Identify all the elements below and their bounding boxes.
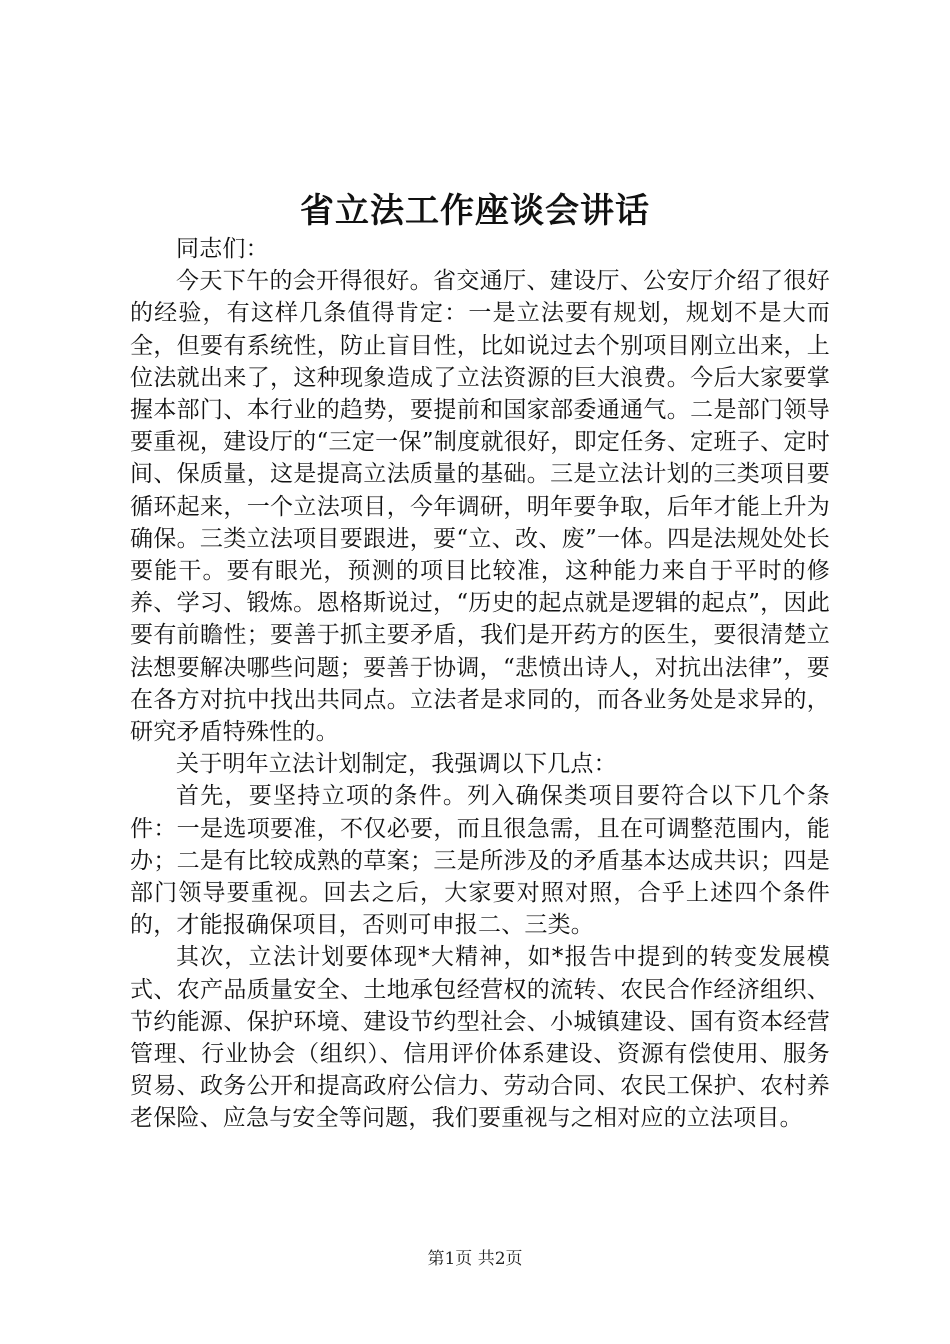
body-paragraph: 今天下午的会开得很好。省交通厅、建设厅、公安厅介绍了很好的经验，有这样几条值得肯定：一是立法要有规划，规划不是大而全，但要有系统性，防止盲目性，比如说过去个别项目刚立出来，上位法就出来了，这种现象造成了立法资源的巨大浪费。今后大家要掌握本部门、本行业的趋势，要提前和国家部委通通气。二是部门领导要重视，建设厅的“三定一保”制度就很好，即定任务、定班子、定时间、保质量，这是提高立法质量的基础。三是立法计划的三类项目要循环起来，一个立法项目，今年调研，明年要争取，后年才能上升为确保。三类立法项目要跟进，要“立、改、废”一体。四是法规处处长要能干。要有眼光，预测的项目比较准，这种能力来自于平时的修养、学习、锻炼。恩格斯说过，“历史的起点就是逻辑的起点”，因此要有前瞻性；要善于抓主要矛盾，我们是开药方的医生，要很清楚立法想要解决哪些问题；要善于协调，“悲愤出诗人，对抗出法律”，要在各方对抗中找出共同点。立法者是求同的，而各业务处是求异的，研究矛盾特殊性的。 — [130, 268, 830, 746]
page-number-footer: 第1页 共2页 — [427, 1249, 523, 1269]
salutation-paragraph: 同志们： — [176, 236, 269, 262]
body-paragraph: 首先，要坚持立项的条件。列入确保类项目要符合以下几个条件：一是选项要准，不仅必要，而且很急需，且在可调整范围内，能办；二是有比较成熟的草案；三是所涉及的矛盾基本达成共识；四是部门领导要重视。回去之后，大家要对照对照，合乎上述四个条件的，才能报确保项目，否则可申报二、三类。 — [130, 783, 830, 939]
body-paragraph: 关于明年立法计划制定，我强调以下几点： — [176, 751, 617, 778]
document-body — [130, 233, 830, 1135]
page-title: 省立法工作座谈会讲话 — [300, 191, 650, 231]
body-paragraph: 其次，立法计划要体现*大精神，如*报告中提到的转变发展模式、农产品质量安全、土地承包经营权的流转、农民合作经济组织、节约能源、保护环境、建设节约型社会、小城镇建设、国有资本经营管理、行业协会（组织）、信用评价体系建设、资源有偿使用、服务贸易、政务公开和提高政府公信力、劳动合同、农民工保护、农村养老保险、应急与安全等问题，我们要重视与之相对应的立法项目。 — [130, 944, 830, 1132]
